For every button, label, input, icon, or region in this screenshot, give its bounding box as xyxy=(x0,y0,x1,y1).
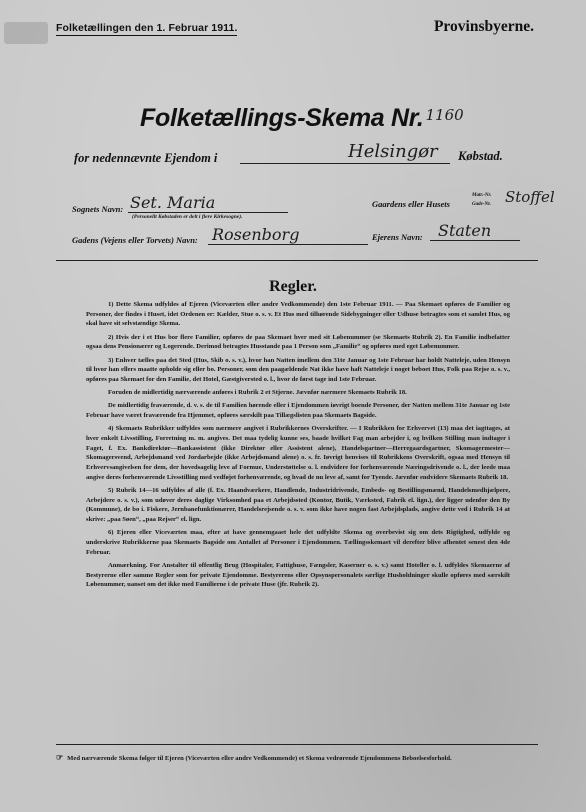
form-title-text: Folketællings-Skema Nr. xyxy=(140,104,424,132)
city-underline xyxy=(240,163,450,164)
kobstad-label: Købstad. xyxy=(458,149,503,163)
street-label: Gadens (Vejens eller Torvets) Navn: xyxy=(72,235,198,245)
section-divider xyxy=(56,260,538,261)
street-handwritten: Rosenborg xyxy=(212,225,300,244)
footer-note xyxy=(56,753,514,764)
footer-divider xyxy=(56,744,538,745)
parish-note: (Personellt Købstaden er delt i flere Kirkesogne). xyxy=(132,214,243,220)
rule-paragraph-4: 4) Skemaets Rubrikker udfyldes som nærmere angivet i Rubrikkernes Overskrifter. — I Rubrikken for Erhvervet (13) maa det iagttages, at hver enkelt Livsstilling, Forretning m. m. angives. Det maa tydelig kunne ses, baade hvilket Fag man arbejder i, og hvilken Stilling man indtager i Faget, f. Ex. Bankdirektør—Bankassistent (ikke Direktør eller Assistent alene), Handelsgartner—Herregaardsgartner, Skomagermester—Skomagersvend, Arbejdsmand ved Jordarbejde (ikke Arbejdsmand alene) o. s. fr. Iøvrigt henvises til Rubrikkens Overskrift, ogsaa med Hensyn til Erhvervsangivelsen for dem, der hovedsagelig leve af Formue, Understøttelse o. l. endvidere for forhenværende Næringsdrivende o. l., der leede maa angive deres forhenværende Livsstilling med vedføjet forhenværende, og hvad de nu leve af, samt for Tyende. Jævnfør endvidere Skemaets Rubrik 18. xyxy=(86,425,510,481)
house-number-handwritten: Stoffel xyxy=(505,188,555,206)
rule-paragraph-1: 1) Dette Skema udfyldes af Ejeren (Viceværten eller andre Vedkommende) den 1ste Februar 1911. — Paa Skemaet opføres de Familier og Personer, der findes i Huset, idet Ordenen er: Kælder, Stue o. s. v. Et Hus med tilhørende Sidebygninger eller Udhuse betragtes som et samlet Hus, og skal have sit selvstændige Skema. xyxy=(86,301,510,328)
gade-nr-label: Gade-Nr. xyxy=(472,202,492,207)
rule-paragraph-3c: De midlertidig fraværende, d. v. s. de til Familien hørende eller i Ejendommen iøvrigt boende Personer, der Natten mellem 31te Januar og 1ste Februar have været fraværende fra Hjemmet, opføres særskilt paa Tillægslisten paa Skemaets Bagside. xyxy=(86,402,510,420)
footer-text: Med nærværende Skema følger til Ejeren (Viceværten eller andre Vedkommende) et Skema vedrørende Ejendommens Beboelsesforhold. xyxy=(67,755,452,762)
parish-label: Sognets Navn: xyxy=(72,204,124,214)
pointing-hand-icon: ☞ xyxy=(56,753,64,762)
street-underline xyxy=(208,244,368,245)
rules-body xyxy=(86,300,510,593)
archive-stamp-mark xyxy=(4,22,48,44)
rule-paragraph-5: 5) Rubrik 14—16 udfyldes af alle (f. Ex. Haandværkere, Handlende, Industridrivende, Embeds- og Bestillingsmænd, Handelsmedhjælpere, Arbejdere o. s. v.), som udøver deres daglige Virksomhed paa et Arbejdssted (Kontor, Butik, Værksted, Fabrik el. lign.), der ligger udenfor den By (Kommune), de bo i. Fiskere, Jernbanefunktionærer, Handelsrejsende o. s. v. som ikke have nogen fast Arbejdsplads, angive dette ved i Rubrik 14 at skrive: „paa Søen“, „paa Rejser“ el. lign. xyxy=(86,486,510,524)
city-handwritten: Helsingør xyxy=(348,141,438,162)
rule-paragraph-3: 3) Enhver tælles paa det Sted (Hus, Skib o. s. v.), hvor han Natten imellem den 31te Januar og 1ste Februar har holdt Natteleje, uden Hensyn til hvor han ellers maatte opholde sig eller bo. Personer, som den paagældende Nat ikke have haft Natteleje i noget beboet Hus, Folk paa Rejse o. s. v., opføres paa Skemaet for den Familie, det Hotel, Gæstgiversted o. l., hvor de først tage ind 1ste Februar. xyxy=(86,356,510,383)
header-region: Provinsbyerne. xyxy=(433,18,534,35)
form-number: 1160 xyxy=(425,105,464,124)
rule-note: Anmærkning. For Anstalter til offentlig Brug (Hospitaler, Fattighuse, Fængsler, Kaserner o. s. v.) samt Hoteller o. l. udfyldes Skemaerne af Bestyrerne eller samme Regler som for private Ejendomme. Bestyrerens eller Opsynspersonalets særlige Husholdninger skulle opføres med særskilt Løbenummer, uanset om det ikke med Familierne i de private Huse (jfr. Rubrik 2). xyxy=(86,561,510,589)
header-census-date: Folketællingen den 1. Februar 1911. xyxy=(56,22,238,34)
property-city-line xyxy=(74,149,217,167)
owner-handwritten: Staten xyxy=(438,221,492,240)
rules-heading: Regler. xyxy=(269,278,317,295)
form-title xyxy=(140,104,464,133)
matr-nr-label: Matr.-Nr. xyxy=(472,193,492,198)
house-label: Gaardens eller Husets xyxy=(372,199,450,209)
rule-paragraph-6: 6) Ejeren eller Viceværten maa, efter at have gennemgaaet hele det udfyldte Skema og overbevist sig om dets Rigtighed, udfylde og underskrive Rubrikkerne paa Skemaets Bagside om Antallet af Personer i Ejendommen. Tællingsskemaet vil derefter blive afhentet senest den 4de Februar. xyxy=(86,529,510,556)
property-city-label: for nedennævnte Ejendom i xyxy=(74,151,218,165)
parish-handwritten: Set. Maria xyxy=(130,193,216,212)
parish-underline xyxy=(128,212,288,213)
rule-paragraph-2: 2) Hvis der i et Hus bor flere Familier, opføres de paa Skemaet hver med sit Løbenummer (se Skemaets Rubrik 2). En Familie indbefatter ogsaa dens Pensionærer og Logerende. Derimod betragtes Husstande paa 1 Person som „Familie“ og opføres med eget Løbenummer. xyxy=(86,333,510,351)
rule-paragraph-3b: Foruden de midlertidig nærværende anføres i Rubrik 2 et Stjerne. Jævnfør nærmere Skemaets Rubrik 18. xyxy=(108,389,407,397)
owner-label: Ejerens Navn: xyxy=(372,232,423,242)
owner-underline xyxy=(430,240,520,241)
